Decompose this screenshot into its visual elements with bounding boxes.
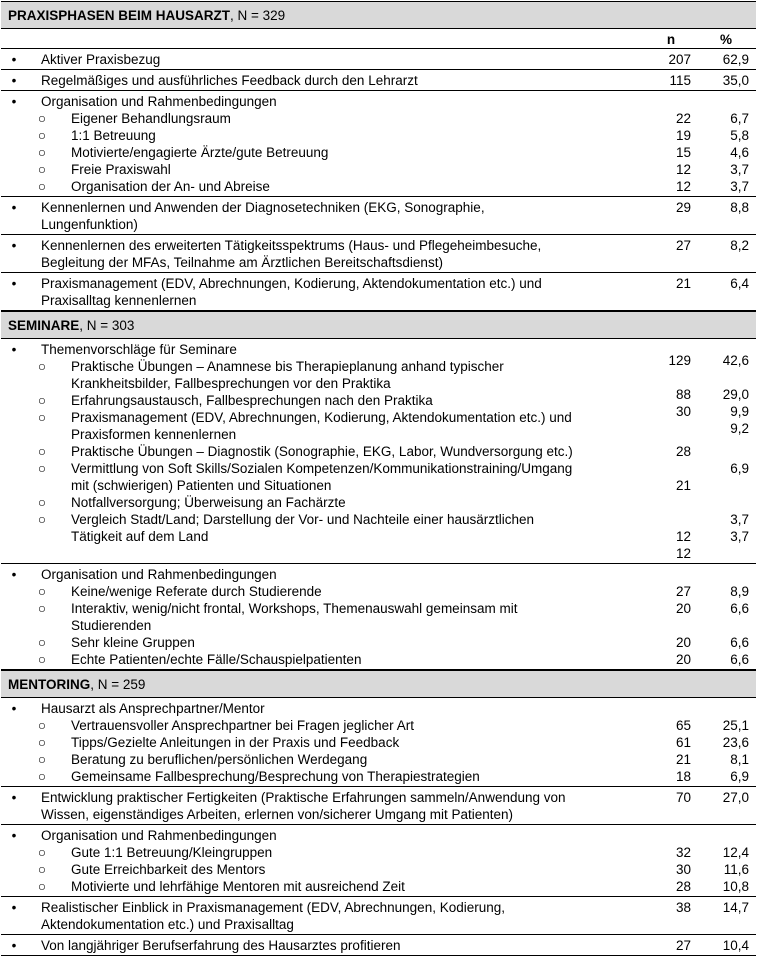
sub-bullet-icon: ○ — [37, 635, 47, 650]
section-count: , N = 303 — [79, 318, 135, 333]
row-label: Von langjähriger Berufserfahrung des Hausarztes profitieren — [41, 938, 401, 953]
value-n: 88 — [675, 387, 691, 402]
value-n: 27 — [675, 238, 691, 253]
value-percent: 3,7 — [730, 162, 749, 177]
row-group — [1, 235, 756, 273]
sub-bullet-icon: ○ — [37, 179, 47, 194]
value-percent: 25,1 — [722, 718, 749, 733]
row-label: Praxismanagement (EDV, Abrechnungen, Kodierung, Aktendokumentation etc.) und — [41, 276, 542, 291]
results-table — [1, 1, 756, 956]
value-percent: 10,4 — [722, 938, 749, 953]
column-header-row — [1, 29, 756, 49]
value-percent: 8,9 — [730, 584, 749, 599]
row-label: 1:1 Betreuung — [71, 128, 156, 143]
row-label: Organisation der An- und Abreise — [71, 179, 270, 194]
row-label: Praxisformen kennenlernen — [71, 427, 237, 442]
value-percent: 8,1 — [730, 752, 749, 767]
row-label: Krankheitsbilder, Fallbesprechungen vor den Praktika — [71, 376, 391, 391]
value-n: 20 — [675, 601, 691, 616]
row-label: Entwicklung praktischer Fertigkeiten (Praktische Erfahrungen sammeln/Anwendung von — [41, 790, 566, 805]
row-group — [1, 70, 756, 91]
row-label: Praktische Übungen – Anamnese bis Therapieplanung anhand typischer — [71, 359, 504, 374]
row-label: Tipps/Gezielte Anleitungen in der Praxis und Feedback — [71, 735, 400, 750]
bullet-icon: • — [11, 276, 17, 291]
section-header — [1, 311, 756, 339]
value-percent: 9,2 — [730, 421, 749, 436]
row-label: Eigener Behandlungsraum — [71, 111, 231, 126]
sub-bullet-icon: ○ — [37, 769, 47, 784]
section-header — [1, 670, 756, 698]
sub-bullet-icon: ○ — [37, 359, 47, 374]
row-label: Motivierte und lehrfähige Mentoren mit ausreichend Zeit — [71, 879, 405, 894]
column-header-percent: % — [719, 32, 732, 47]
value-n: 61 — [675, 735, 691, 750]
value-n: 18 — [675, 769, 691, 784]
value-percent: 5,8 — [730, 128, 749, 143]
row-label: Praxismanagement (EDV, Abrechnungen, Kodierung, Aktendokumentation etc.) und — [71, 410, 572, 425]
row-label: Notfallversorgung; Überweisung an Fachärzte — [71, 495, 346, 510]
row-label: Aktendokumentation etc.) und Praxisalltag — [41, 917, 294, 932]
value-n: 115 — [669, 73, 691, 88]
section-title-text: PRAXISPHASEN BEIM HAUSARZT — [8, 8, 231, 23]
row-label: Lungenfunktion) — [41, 217, 138, 232]
row-group — [1, 339, 756, 564]
row-label: Organisation und Rahmenbedingungen — [41, 828, 277, 843]
row-label: Vergleich Stadt/Land; Darstellung der Vor- und Nachteile einer hausärztlichen — [71, 512, 535, 527]
row-group — [1, 91, 756, 197]
row-label: Gute 1:1 Betreuung/Kleingruppen — [71, 845, 273, 860]
row-label: Hausarzt als Ansprechpartner/Mentor — [41, 701, 265, 716]
row-label: Freie Praxiswahl — [71, 162, 171, 177]
sub-bullet-icon: ○ — [37, 845, 47, 860]
sub-bullet-icon: ○ — [37, 652, 47, 667]
value-percent: 6,6 — [730, 601, 749, 616]
bullet-icon: • — [11, 701, 17, 716]
bullet-icon: • — [11, 200, 17, 215]
row-label: Vertrauensvoller Ansprechpartner bei Fragen jeglicher Art — [71, 718, 414, 733]
sub-bullet-icon: ○ — [37, 162, 47, 177]
value-percent: 27,0 — [722, 790, 749, 805]
value-n: 27 — [675, 938, 691, 953]
value-n: 30 — [675, 862, 691, 877]
section-title — [8, 8, 285, 24]
bullet-icon: • — [11, 52, 17, 67]
bullet-icon: • — [11, 900, 17, 915]
value-percent: 6,4 — [730, 276, 749, 291]
value-n: 28 — [675, 444, 691, 459]
row-group — [1, 49, 756, 70]
bullet-icon: • — [11, 790, 17, 805]
value-percent: 8,8 — [730, 200, 749, 215]
row-label: Wissen, eigenständiges Arbeiten, erlernen von/sicherer Umgang mit Patienten) — [41, 807, 513, 822]
bullet-icon: • — [11, 828, 17, 843]
value-percent: 6,6 — [730, 652, 749, 667]
row-label: Organisation und Rahmenbedingungen — [41, 94, 277, 109]
row-label: Themenvorschläge für Seminare — [41, 342, 237, 357]
value-n: 207 — [668, 52, 691, 67]
row-label: Kennenlernen und Anwenden der Diagnosetechniken (EKG, Sonographie, — [41, 200, 485, 215]
value-percent: 8,2 — [730, 238, 749, 253]
row-label: Keine/wenige Referate durch Studierende — [71, 584, 322, 599]
row-label: Aktiver Praxisbezug — [41, 52, 161, 67]
value-percent: 29,0 — [722, 387, 749, 402]
value-n: 70 — [675, 790, 691, 805]
sub-bullet-icon: ○ — [37, 584, 47, 599]
bullet-icon: • — [11, 238, 17, 253]
value-percent: 3,7 — [730, 529, 749, 544]
value-n: 15 — [675, 145, 691, 160]
row-label: mit (schwierigen) Patienten und Situationen — [71, 478, 332, 493]
value-percent: 11,6 — [723, 862, 749, 877]
sub-bullet-icon: ○ — [37, 145, 47, 160]
value-n: 30 — [675, 404, 691, 419]
value-n: 21 — [675, 478, 691, 493]
value-percent: 4,6 — [730, 145, 749, 160]
sub-bullet-icon: ○ — [37, 444, 47, 459]
value-n: 32 — [675, 845, 691, 860]
value-percent: 3,7 — [730, 179, 749, 194]
bullet-icon: • — [11, 938, 17, 953]
sub-bullet-icon: ○ — [37, 410, 47, 425]
sub-bullet-icon: ○ — [37, 752, 47, 767]
row-label: Realistischer Einblick in Praxismanagement (EDV, Abrechnungen, Kodierung, — [41, 900, 506, 915]
value-percent: 23,6 — [722, 735, 749, 750]
row-label: Echte Patienten/echte Fälle/Schauspielpatienten — [71, 652, 362, 667]
bullet-icon: • — [11, 94, 17, 109]
row-label: Beratung zu beruflichen/persönlichen Werdegang — [71, 752, 368, 767]
section-title-text: SEMINARE — [8, 318, 80, 333]
section-title — [8, 318, 134, 334]
section-title — [8, 677, 145, 693]
value-n: 28 — [675, 879, 691, 894]
value-n: 20 — [675, 635, 691, 650]
value-n: 65 — [675, 718, 691, 733]
row-label: Begleitung der MFAs, Teilnahme am Ärztlichen Bereitschaftsdienst) — [41, 255, 443, 270]
sub-bullet-icon: ○ — [37, 393, 47, 408]
row-group — [1, 825, 756, 897]
value-percent: 6,9 — [730, 769, 749, 784]
section-header — [1, 1, 756, 29]
value-n: 12 — [675, 546, 691, 561]
row-label: Regelmäßiges und ausführliches Feedback durch den Lehrarzt — [41, 73, 418, 88]
row-label: Motivierte/engagierte Ärzte/gute Betreuung — [71, 145, 329, 160]
value-n: 19 — [675, 128, 691, 143]
sub-bullet-icon: ○ — [37, 862, 47, 877]
section-count: , N = 259 — [90, 677, 146, 692]
row-label: Gute Erreichbarkeit des Mentors — [71, 862, 266, 877]
value-n: 21 — [675, 752, 691, 767]
value-n: 21 — [675, 276, 691, 291]
value-n: 12 — [675, 529, 691, 544]
row-label: Sehr kleine Gruppen — [71, 635, 195, 650]
sub-bullet-icon: ○ — [37, 735, 47, 750]
row-label: Interaktiv, wenig/nicht frontal, Workshops, Themenauswahl gemeinsam mit — [71, 601, 518, 616]
sub-bullet-icon: ○ — [37, 461, 47, 476]
value-percent: 10,8 — [722, 879, 749, 894]
value-percent: 12,4 — [722, 845, 749, 860]
sub-bullet-icon: ○ — [37, 512, 47, 527]
sub-bullet-icon: ○ — [37, 879, 47, 894]
sub-bullet-icon: ○ — [37, 128, 47, 143]
value-n: 129 — [668, 353, 691, 368]
row-label: Organisation und Rahmenbedingungen — [41, 567, 277, 582]
value-percent: 3,7 — [730, 512, 749, 527]
row-label: Praxisalltag kennenlernen — [41, 293, 197, 308]
value-n: 38 — [675, 900, 691, 915]
value-n: 20 — [675, 652, 691, 667]
value-n: 12 — [675, 179, 691, 194]
value-n: 29 — [675, 200, 691, 215]
value-percent: 6,9 — [730, 461, 749, 476]
bullet-icon: • — [11, 342, 17, 357]
value-percent: 6,6 — [730, 635, 749, 650]
value-percent: 14,7 — [722, 900, 749, 915]
row-label: Erfahrungsaustausch, Fallbesprechungen nach den Praktika — [71, 393, 433, 408]
row-group — [1, 935, 756, 956]
bullet-icon: • — [11, 73, 17, 88]
sub-bullet-icon: ○ — [37, 601, 47, 616]
row-group — [1, 787, 756, 825]
value-percent: 35,0 — [722, 73, 749, 88]
row-label: Tätigkeit auf dem Land — [71, 529, 209, 544]
section-title-text: MENTORING — [8, 677, 91, 692]
column-header-n: n — [666, 32, 676, 47]
section-count: , N = 329 — [230, 8, 286, 23]
value-percent: 42,6 — [722, 353, 749, 368]
row-label: Vermittlung von Soft Skills/Sozialen Kompetenzen/Kommunikationstraining/Umgang — [71, 461, 573, 476]
row-group — [1, 698, 756, 787]
sub-bullet-icon: ○ — [37, 111, 47, 126]
value-percent: 62,9 — [722, 52, 749, 67]
value-percent: 9,9 — [730, 404, 749, 419]
row-label: Praktische Übungen – Diagnostik (Sonographie, EKG, Labor, Wundversorgung etc.) — [71, 444, 573, 459]
row-group — [1, 197, 756, 235]
value-n: 27 — [675, 584, 691, 599]
row-group — [1, 273, 756, 311]
row-group — [1, 897, 756, 935]
row-label: Gemeinsame Fallbesprechung/Besprechung von Therapiestrategien — [71, 769, 480, 784]
bullet-icon: • — [11, 567, 17, 582]
value-percent: 6,7 — [730, 111, 749, 126]
value-n: 22 — [675, 111, 691, 126]
row-label: Studierenden — [71, 618, 152, 633]
row-group — [1, 564, 756, 670]
sub-bullet-icon: ○ — [37, 495, 47, 510]
row-label: Kennenlernen des erweiterten Tätigkeitsspektrums (Haus- und Pflegeheimbesuche, — [41, 238, 542, 253]
value-n: 12 — [675, 162, 691, 177]
sub-bullet-icon: ○ — [37, 718, 47, 733]
